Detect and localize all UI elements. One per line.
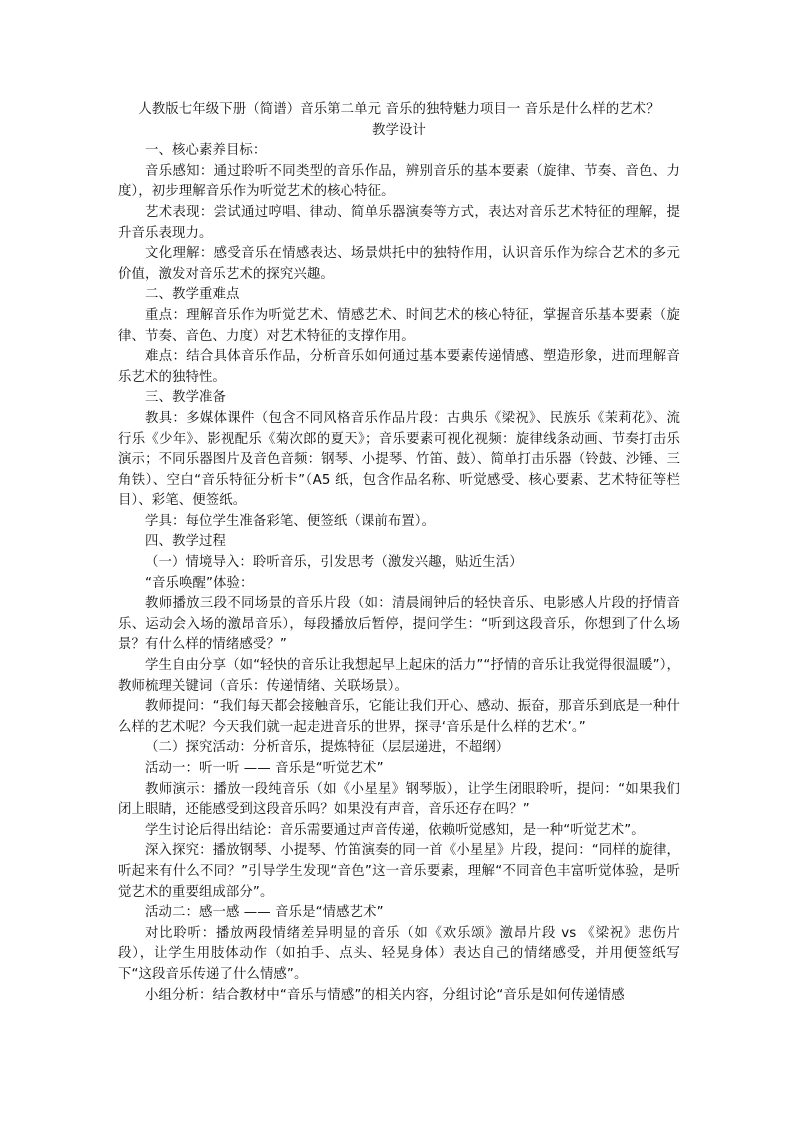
paragraph-comparison-listening: 对比聆听：播放两段情绪差异明显的音乐（如《欢乐颂》激昂片段 vs 《梁祝》悲伤片段），让学生用肢体动作（如拍手、点头、轻晃身体）表达自己的情绪感受，并用便签纸写下“这段音乐传递了什么情感”。 xyxy=(118,925,680,982)
paragraph-deep-inquiry: 深入探究：播放钢琴、小提琴、竹笛演奏的同一首《小星星》片段，提问：“同样的旋律，听起来有什么不同？”引导学生发现“音色”这一音乐要素，理解“不同音色丰富听觉体验，是听觉艺术的重要组成部分”。 xyxy=(118,843,680,900)
paragraph-cultural-understanding: 文化理解：感受音乐在情感表达、场景烘托中的独特作用，认识音乐作为综合艺术的多元价值，激发对音乐艺术的探究兴趣。 xyxy=(118,246,680,282)
paragraph-teacher-plays: 教师播放三段不同场景的音乐片段（如：清晨闹钟后的轻快音乐、电影感人片段的抒情音乐、运动会入场的激昂音乐），每段播放后暂停，提问学生：“听到这段音乐，你想到了什么场景？有什么样的情绪感受？” xyxy=(118,596,680,653)
subheading-introduction: （一）情境导入：聆听音乐，引发思考（激发兴趣，贴近生活） xyxy=(145,555,523,571)
paragraph-student-materials: 学具：每位学生准备彩笔、便签纸（课前布置）。 xyxy=(145,513,436,529)
paragraph-teacher-question: 教师提问：“我们每天都会接触音乐，它能让我们开心、感动、振奋，那音乐到底是一种什么样的艺术呢？今天我们就一起走进音乐的世界，探寻‘音乐是什么样的艺术’。” xyxy=(118,699,680,735)
section-heading-preparation: 三、教学准备 xyxy=(145,390,226,406)
subheading-exploration: （二）探究活动：分析音乐，提炼特征（层层递进，不超纲） xyxy=(145,740,510,756)
paragraph-difficulty: 难点：结合具体音乐作品，分析音乐如何通过基本要素传递情感、塑造形象，进而理解音乐艺术的独特性。 xyxy=(118,349,680,385)
title-line-2: 教学设计 xyxy=(372,122,426,138)
paragraph-teacher-demo: 教师演示：播放一段纯音乐（如《小星星》钢琴版），让学生闭眼聆听，提问：“如果我们闭上眼睛，还能感受到这段音乐吗？如果没有声音，音乐还存在吗？” xyxy=(118,781,680,818)
paragraph-key-point: 重点：理解音乐作为听觉艺术、情感艺术、时间艺术的核心特征，掌握音乐基本要素（旋律、节奏、音色、力度）对艺术特征的支撑作用。 xyxy=(118,307,680,344)
paragraph-teaching-aids: 教具：多媒体课件（包含不同风格音乐作品片段：古典乐《梁祝》、民族乐《茉莉花》、流行乐《少年》、影视配乐《菊次郎的夏天》；音乐要素可视化视频：旋律线条动画、节奏打击乐演示；不同乐器图片及音色音频：钢琴、小提琴、竹笛、鼓）、简单打击乐器（铃鼓、沙锤、三角铁）、空白“音乐特征分析卡”（A5 纸，包含作品名称、听觉感受、核心要素、艺术特征等栏目）、彩笔、便签纸。 xyxy=(118,410,680,509)
document-page xyxy=(118,100,680,1006)
document-title xyxy=(118,100,680,141)
paragraph-student-conclusion: 学生讨论后得出结论：音乐需要通过声音传递，依赖听觉感知，是一种“听觉艺术”。 xyxy=(145,822,645,838)
subheading-activity-one: 活动一：听一听 —— 音乐是“听觉艺术” xyxy=(145,761,384,776)
subheading-music-awakening: “音乐唤醒”体验： xyxy=(145,575,254,591)
section-heading-process: 四、教学过程 xyxy=(145,534,226,550)
paragraph-group-analysis: 小组分析：结合教材中“音乐与情感”的相关内容，分组讨论“音乐是如何传递情感 xyxy=(145,987,625,1003)
section-heading-key-points: 二、教学重难点 xyxy=(145,287,240,303)
paragraph-artistic-expression: 艺术表现：尝试通过哼唱、律动、简单乐器演奏等方式，表达对音乐艺术特征的理解，提升音乐表现力。 xyxy=(118,204,680,241)
paragraph-student-share: 学生自由分享（如“轻快的音乐让我想起早上起床的活力”“抒情的音乐让我觉得很温暖”），教师梳理关键词（音乐：传递情绪、关联场景）。 xyxy=(118,658,680,694)
section-heading-goals: 一、核心素养目标： xyxy=(145,143,267,159)
paragraph-music-perception: 音乐感知：通过聆听不同类型的音乐作品，辨别音乐的基本要素（旋律、节奏、音色、力度），初步理解音乐作为听觉艺术的核心特征。 xyxy=(118,163,680,200)
title-line-1: 人教版七年级下册（简谱）音乐第二单元 音乐的独特魅力项目一 音乐是什么样的艺术？ xyxy=(138,102,660,117)
subheading-activity-two: 活动二：感一感 —— 音乐是“情感艺术” xyxy=(145,905,384,921)
